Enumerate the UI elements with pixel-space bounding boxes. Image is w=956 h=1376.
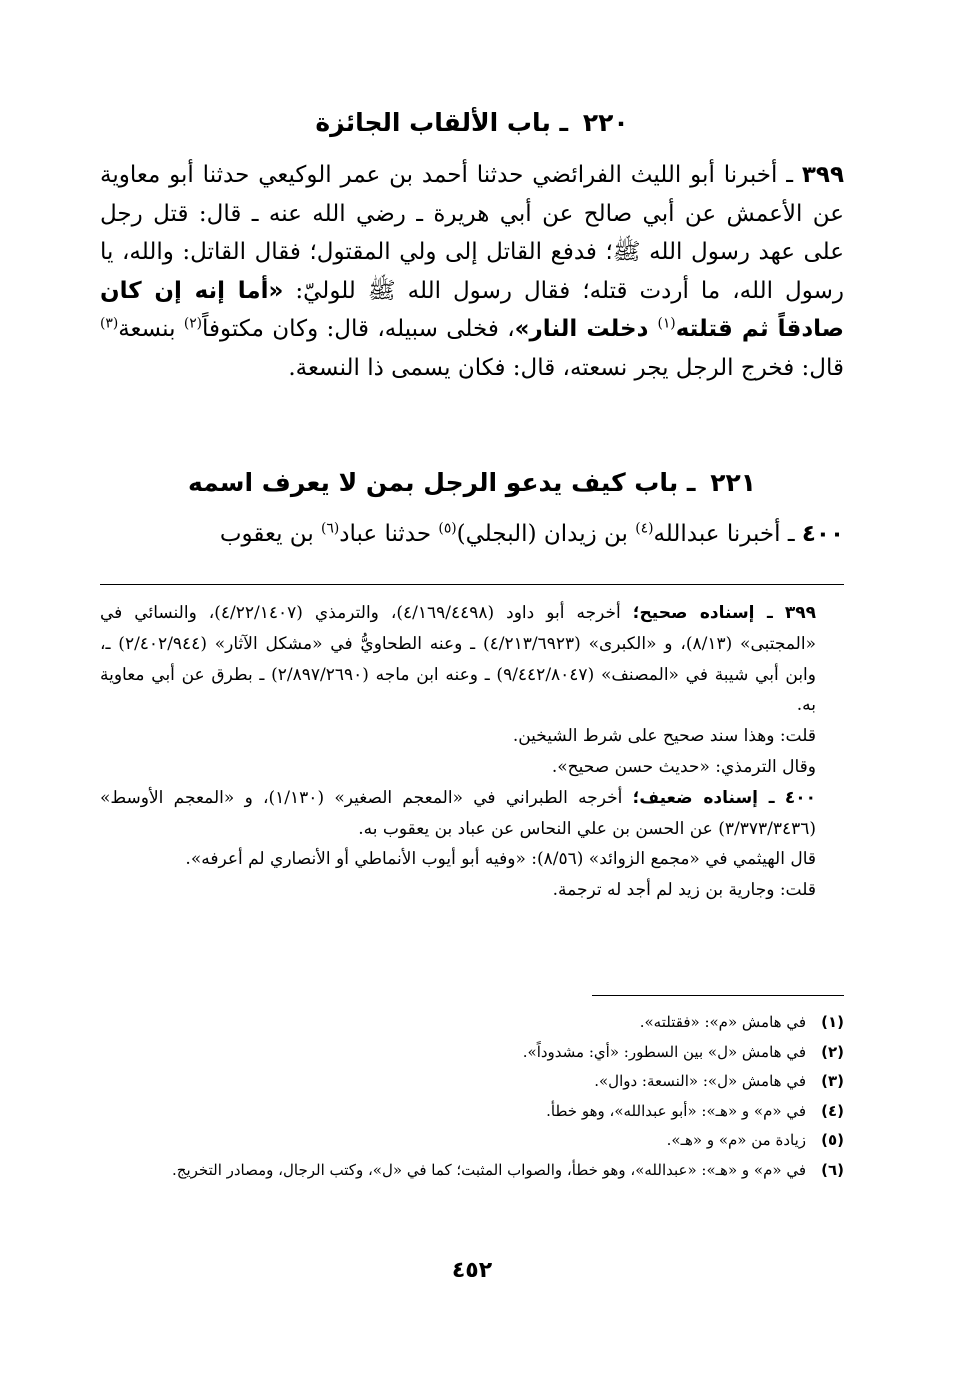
footnote-5 xyxy=(100,1126,844,1156)
footnote-2 xyxy=(100,1038,844,1068)
footnote-text: في هامش «ل»: «النسعة: دوال». xyxy=(594,1072,806,1090)
hadith-number: ٤٠٠ xyxy=(801,521,844,547)
footnote-number: (٥) xyxy=(821,1131,844,1149)
hadith-text: ، فخلى سبيله، قال: وكان مكتوفاً xyxy=(202,316,515,342)
hadith-text: أخبرنا أبو الليث الفرائضي حدثنا أحمد بن عمر الوكيعي حدثنا أبو معاوية عن الأعمش عن أبي صالح عن أبي هريرة ـ رضي الله عنه ـ قال: قتل رجل على عهد رسول الله ﷺ؛ فدفع القاتل إلى ولي المقتول؛ فقال القاتل: والله، يا رسول الله، ما أردت قتله؛ فقال رسول الله ﷺ للوليّ: xyxy=(100,162,845,304)
note-400-comment: قلت: وجارية بن زيد لم أجد له ترجمة. xyxy=(552,880,816,901)
footnote-number: (٦) xyxy=(821,1160,844,1179)
hadith-text: بن زيدان (البجلي) xyxy=(456,521,636,547)
note-399 xyxy=(100,598,844,721)
hadith-dash: ـ xyxy=(787,521,795,547)
footnote-number: (٣) xyxy=(821,1072,844,1090)
note-number: ٣٩٩ xyxy=(784,603,816,623)
hadith-quote: «أما إنه إن كان صادقاً ثم قتلته xyxy=(100,277,844,342)
footnote-text: في هامش «ل» بين السطور: «أي: مشدوداً». xyxy=(522,1042,806,1061)
hadith-number: ٣٩٩ xyxy=(801,162,844,188)
footnote-ref-4[interactable]: (٤) xyxy=(635,520,654,537)
hadith-text: حدثنا عباد xyxy=(339,521,439,547)
note-label: ـ إسناده ضعيف؛ xyxy=(632,787,775,808)
section-number: ٢٢١ xyxy=(710,468,756,497)
footnote-ref-5[interactable]: (٥) xyxy=(438,520,457,537)
footnote-text: زيادة من «م» و «هـ». xyxy=(666,1131,806,1149)
section-title: باب الألقاب الجائزة xyxy=(315,108,551,137)
hadith-dash: ـ xyxy=(786,162,793,188)
footnote-ref-2[interactable]: (٢) xyxy=(183,315,203,332)
footnote-3 xyxy=(100,1067,844,1097)
page-number: ٤٥٢ xyxy=(451,1258,493,1283)
footnote-1 xyxy=(100,1008,844,1038)
section-heading-220 xyxy=(100,108,844,137)
footnote-number: (٢) xyxy=(821,1042,844,1061)
note-400 xyxy=(100,783,844,845)
hadith-399 xyxy=(100,156,844,387)
footnote-divider xyxy=(592,995,844,996)
hadith-text: أخبرنا عبدالله xyxy=(653,521,781,547)
section-title: باب كيف يدعو الرجل بمن لا يعرف اسمه xyxy=(188,468,679,497)
section-dash: ـ xyxy=(559,108,569,137)
footnote-6 xyxy=(100,1156,844,1186)
footnote-4 xyxy=(100,1097,844,1127)
note-text: أخرجه أبو داود (٤/١٦٩/٤٤٩٨)، والترمذي (٤/٢٢/١٤٠٧)، والنسائي في «المجتبى» (٨/١٣)، و «الكبرى» (٤/٢١٣/٦٩٢٣) ـ وعنه الطحاويُّ في «مشكل الآثار» (٢/٤٠٢/٩٤٤) ـ، وابن أبي شيبة في «المصنف» (٩/٤٤٢/٨٠٤٧) ـ وعنه ابن ماجه (٢/٨٩٧/٢٦٩٠) ـ بطرق عن أبي معاوية به. xyxy=(100,603,816,716)
hadith-400 xyxy=(100,515,844,554)
section-number: ٢٢٠ xyxy=(582,108,629,137)
footnote-text: في «م» و «هـ»: «أبو عبدالله»، وهو خطأ. xyxy=(546,1101,806,1120)
footnote-ref-1[interactable]: (١) xyxy=(657,315,676,332)
footnote-text: في هامش «م»: «فقتلته». xyxy=(639,1013,806,1031)
hadith-text: قال: فخرج الرجل يجر نسعته، قال: فكان يسمى ذا النسعة. xyxy=(288,354,844,381)
footnote-text: في «م» و «هـ»: «عبدالله»، وهو خطأ، والصواب المثبت؛ كما في «ل»، وكتب الرجال، ومصادر التخريج. xyxy=(172,1160,806,1179)
section-heading-221 xyxy=(100,468,844,497)
footnotes xyxy=(100,1008,844,1185)
footnote-ref-3[interactable]: (٣) xyxy=(100,315,119,332)
note-399-tirmidhi: وقال الترمذي: «حديث حسن صحيح». xyxy=(551,756,816,777)
footnote-number: (٤) xyxy=(821,1101,844,1120)
footnote-number: (١) xyxy=(821,1013,844,1031)
note-number: ٤٠٠ xyxy=(784,787,817,808)
note-399-comment: قلت: وهذا سند صحيح على شرط الشيخين. xyxy=(512,726,816,747)
note-text: أخرجه الطبراني في «المعجم الصغير» (١/١٣٠)، و «المعجم الأوسط» (٣/٣٧٣/٣٤٣٦) عن الحسن بن علي النحاس عن عباد بن يعقوب به. xyxy=(100,787,816,839)
footnote-ref-6[interactable]: (٦) xyxy=(321,520,340,537)
note-label: ـ إسناده صحيح؛ xyxy=(632,603,773,623)
takhrij-notes xyxy=(100,598,844,906)
hadith-text: بن يعقوب xyxy=(219,521,322,547)
hadith-quote-end: دخلت النار» xyxy=(514,316,658,342)
section-dash: ـ xyxy=(686,468,696,497)
note-400-haythami: قال الهيثمي في «مجمع الزوائد» (٨/٥٦): «وفيه أبو أيوب الأنماطي أو الأنصاري لم أعرفه». xyxy=(185,849,816,870)
hadith-text: بنسعة xyxy=(118,316,184,342)
book-page xyxy=(100,0,844,1376)
main-divider xyxy=(100,584,844,585)
